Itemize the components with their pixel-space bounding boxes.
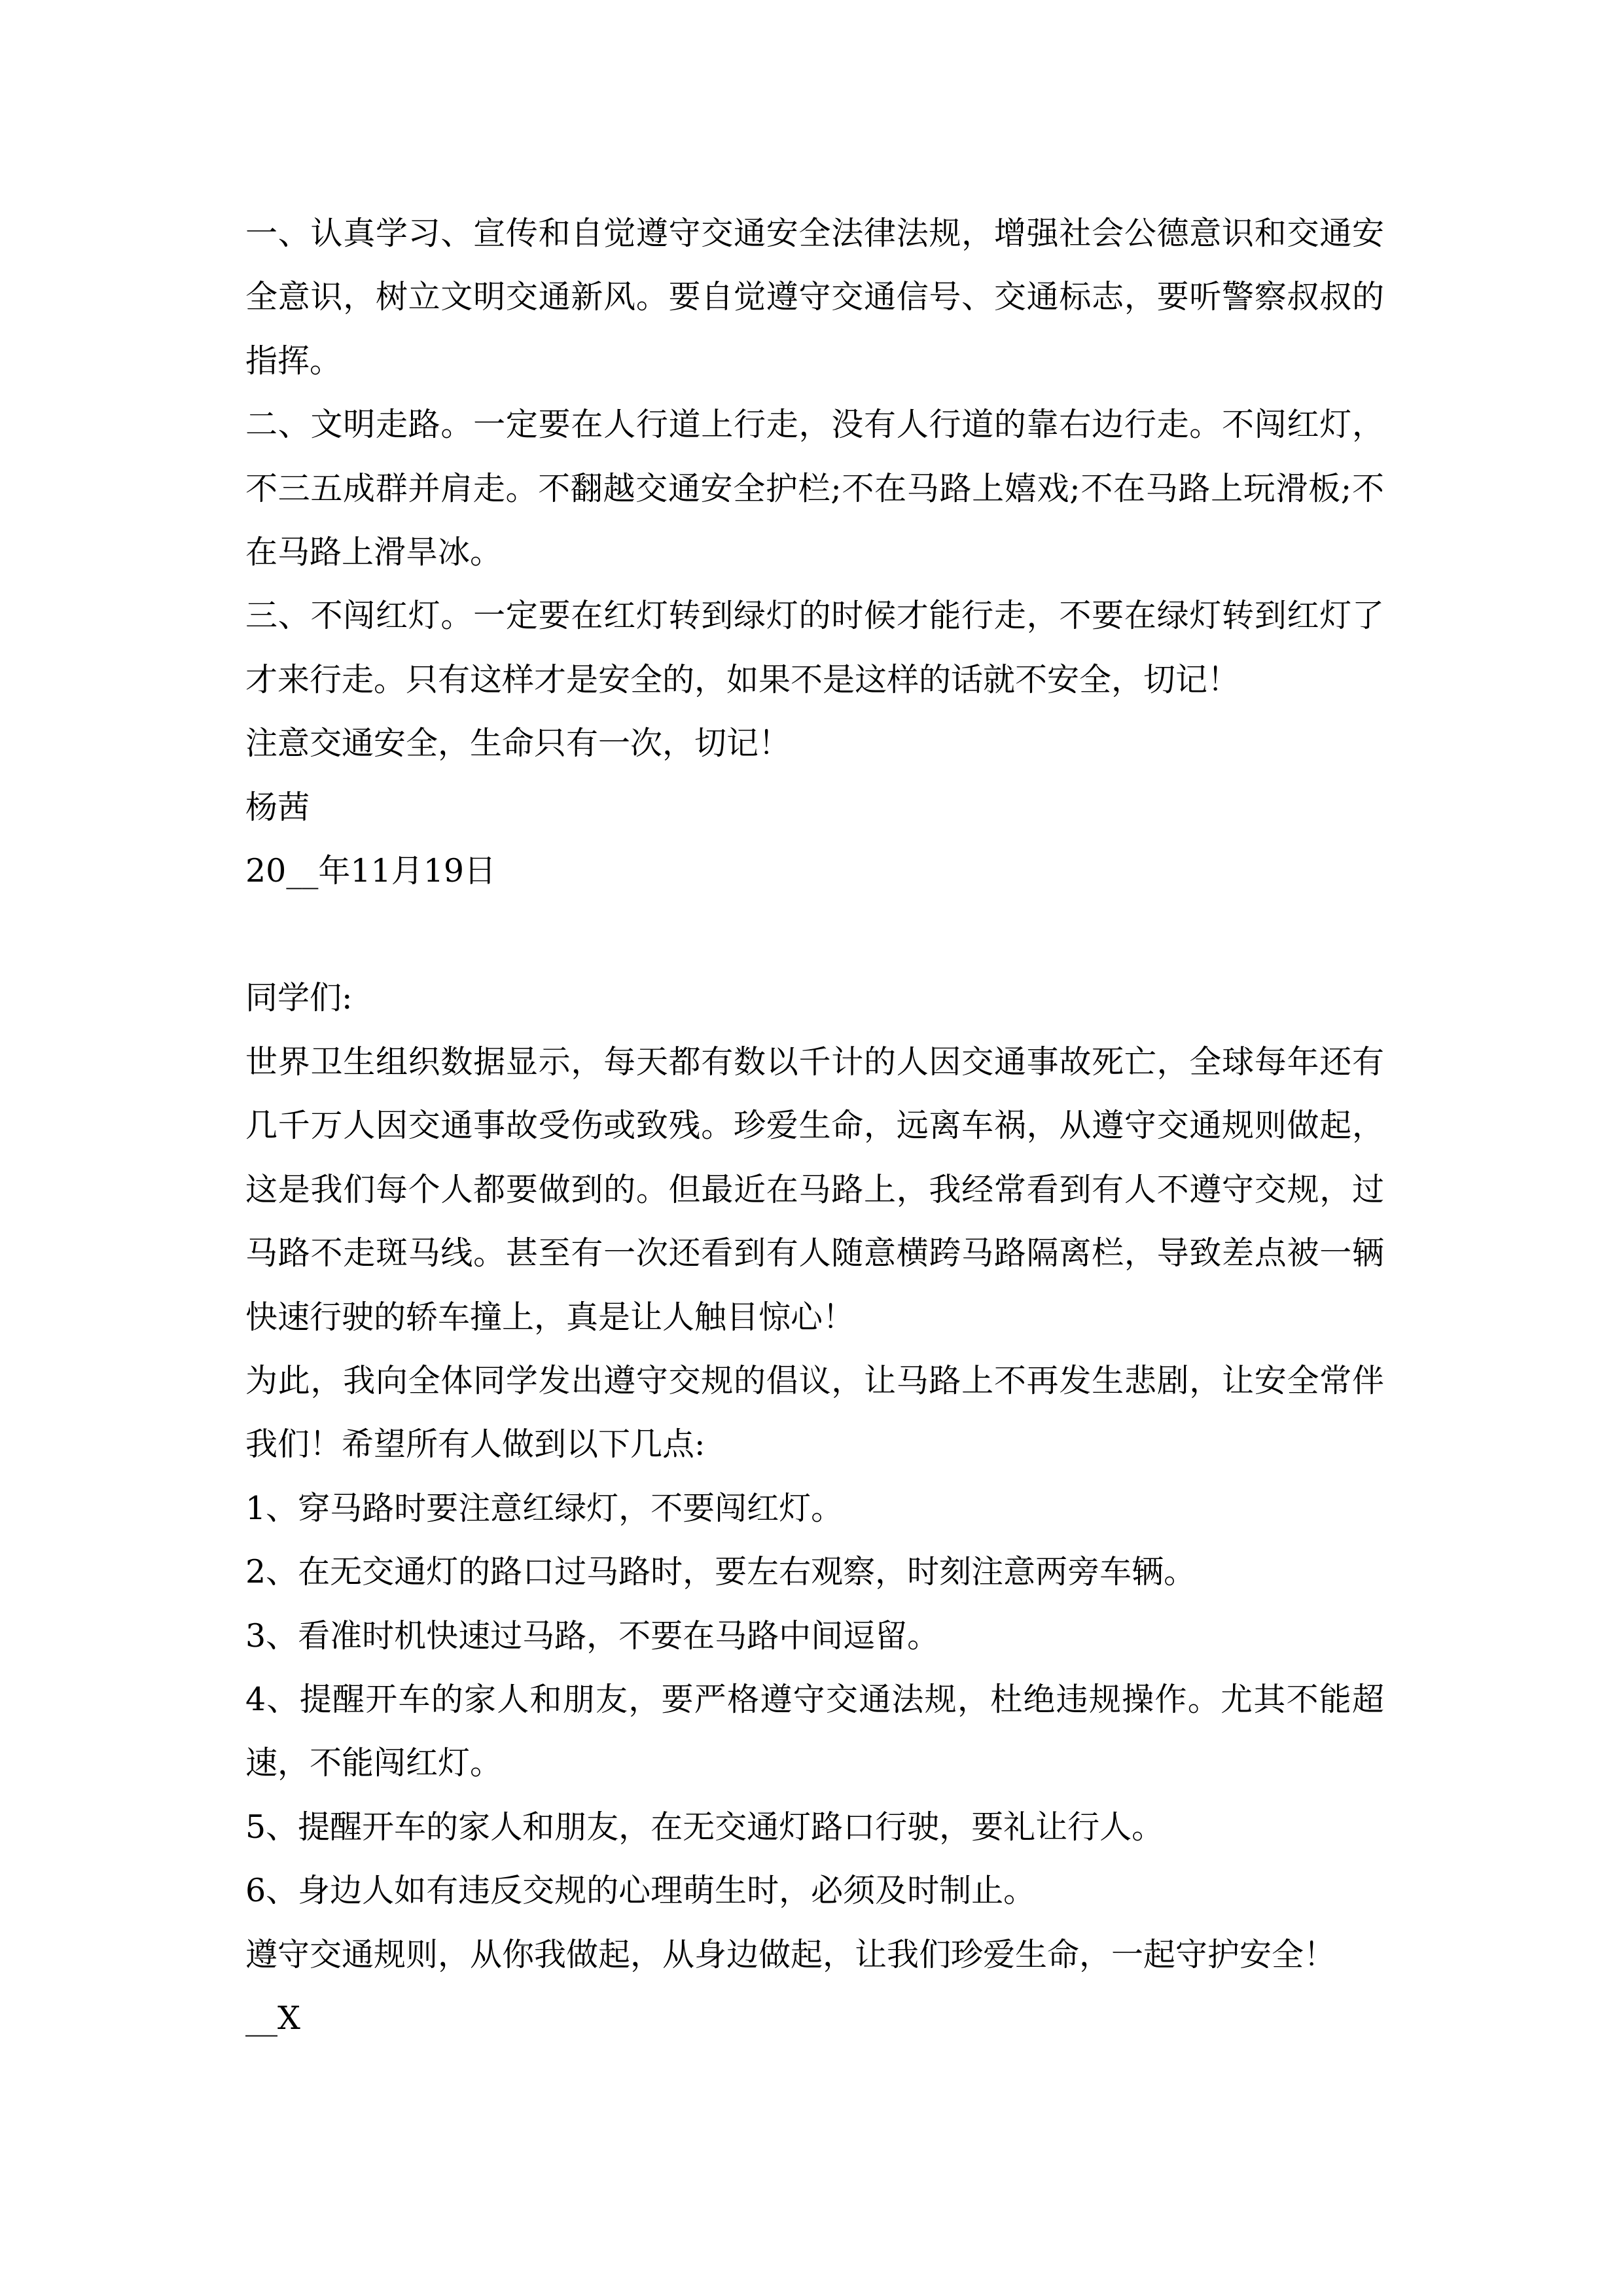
section1-item-2: 二、文明走路。一定要在人行道上行走，没有人行道的靠右边行走。不闯红灯，不三五成群并肩走。不翻越交通安全护栏;不在马路上嬉戏;不在马路上玩滑板;不在马路上滑旱冰。 (245, 406, 1384, 571)
section1-date: 20__年11月19日 (245, 852, 497, 890)
section-divider-space (245, 903, 1384, 966)
section2-closing: 遵守交通规则，从你我做起，从身边做起，让我们珍爱生命，一起守护安全！ (245, 1935, 1336, 1973)
section2-point-6: 6、身边人如有违反交规的心理萌生时，必须及时制止。 (245, 1872, 1036, 1910)
section2-proposal: 为此，我向全体同学发出遵守交规的倡议，让马路上不再发生悲剧，让安全常伴我们！希望所有人做到以下几点: (245, 1361, 1384, 1463)
section1-signature: 杨茜 (245, 788, 310, 826)
section2-point-4: 4、提醒开车的家人和朋友，要严格遵守交通法规，杜绝违规操作。尤其不能超速，不能闯红灯。 (245, 1680, 1384, 1782)
section2-intro: 世界卫生组织数据显示，每天都有数以千计的人因交通事故死亡，全球每年还有几千万人因交通事故受伤或致残。珍爱生命，远离车祸，从遵守交通规则做起，这是我们每个人都要做到的。但最近在马路上，我经常看到有人不遵守交规，过马路不走斑马线。甚至有一次还看到有人随意横跨马路隔离栏，导致差点被一辆快速行驶的轿车撞上，真是让人触目惊心！ (245, 1043, 1384, 1336)
section1-item-3: 三、不闯红灯。一定要在红灯转到绿灯的时候才能行走，不要在绿灯转到红灯了才来行走。只有这样才是安全的，如果不是这样的话就不安全，切记！ (245, 597, 1384, 698)
section2-point-5: 5、提醒开车的家人和朋友，在无交通灯路口行驶，要礼让行人。 (245, 1808, 1164, 1846)
section1-closing: 注意交通安全，生命只有一次，切记！ (245, 725, 791, 762)
section2-greeting: 同学们: (245, 979, 353, 1017)
section2-signature: __X (245, 1999, 300, 2037)
section2-point-1: 1、穿马路时要注意红绿灯，不要闯红灯。 (245, 1489, 844, 1527)
document-body (245, 202, 1384, 2050)
section2-point-3: 3、看准时机快速过马路，不要在马路中间逗留。 (245, 1617, 940, 1655)
section1-item-1: 一、认真学习、宣传和自觉遵守交通安全法律法规，增强社会公德意识和交通安全意识，树立文明交通新风。要自觉遵守交通信号、交通标志，要听警察叔叔的指挥。 (245, 215, 1384, 380)
section2-point-2: 2、在无交通灯的路口过马路时，要左右观察，时刻注意两旁车辆。 (245, 1553, 1196, 1591)
